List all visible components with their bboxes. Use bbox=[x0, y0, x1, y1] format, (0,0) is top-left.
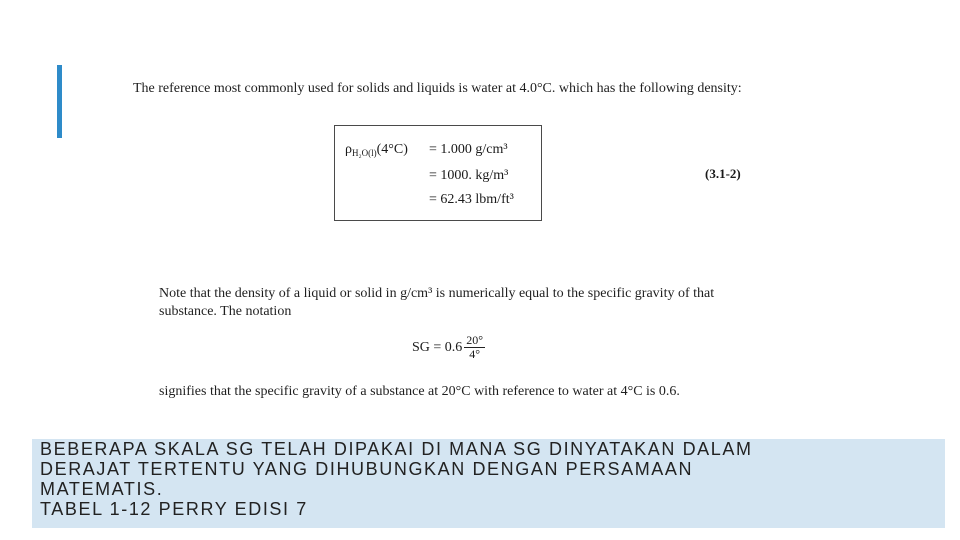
sg-denominator: 4° bbox=[469, 347, 481, 361]
note-paragraph: Note that the density of a liquid or solid in g/cm³ is numerically equal to the specific gravity of that substance. The notation bbox=[159, 286, 715, 319]
equation-lhs: $\rho_{H_2O(l)}(4^\circ C)$ bbox=[345, 142, 408, 158]
cropped-text-remnant bbox=[159, 400, 759, 405]
caption-line-2: DERAJAT TERTENTU YANG DIHUBUNGKAN DENGAN PERSAMAAN bbox=[40, 459, 694, 479]
sg-numerator: 20° bbox=[466, 333, 484, 347]
sg-notation bbox=[412, 334, 485, 361]
sg-fraction bbox=[464, 334, 485, 361]
equation-number: (3.1-2) bbox=[705, 166, 741, 181]
sg-lhs: SG = 0.6 bbox=[412, 339, 463, 355]
signifies-paragraph: signifies that the specific gravity of a substance at 20°C with reference to water at 4°C is 0.6. bbox=[159, 384, 680, 399]
reference-paragraph: The reference most commonly used for solids and liquids is water at 4.0°C. which has the following density: bbox=[133, 81, 742, 96]
equation-row-1: = 1.000 g/cm³ bbox=[429, 142, 508, 157]
equation-row-2: = 1000. kg/m³ bbox=[429, 168, 509, 183]
equation-row-3: = 62.43 lbm/ft³ bbox=[429, 192, 514, 207]
caption-line-1: BEBERAPA SKALA SG TELAH DIPAKAI DI MANA SG DINYATAKAN DALAM bbox=[40, 439, 753, 459]
caption-box bbox=[32, 439, 945, 528]
caption-line-3: MATEMATIS. bbox=[40, 479, 164, 499]
accent-bar bbox=[57, 65, 62, 138]
density-equation-box bbox=[334, 125, 542, 221]
caption-line-4: TABEL 1-12 PERRY EDISI 7 bbox=[40, 499, 308, 519]
